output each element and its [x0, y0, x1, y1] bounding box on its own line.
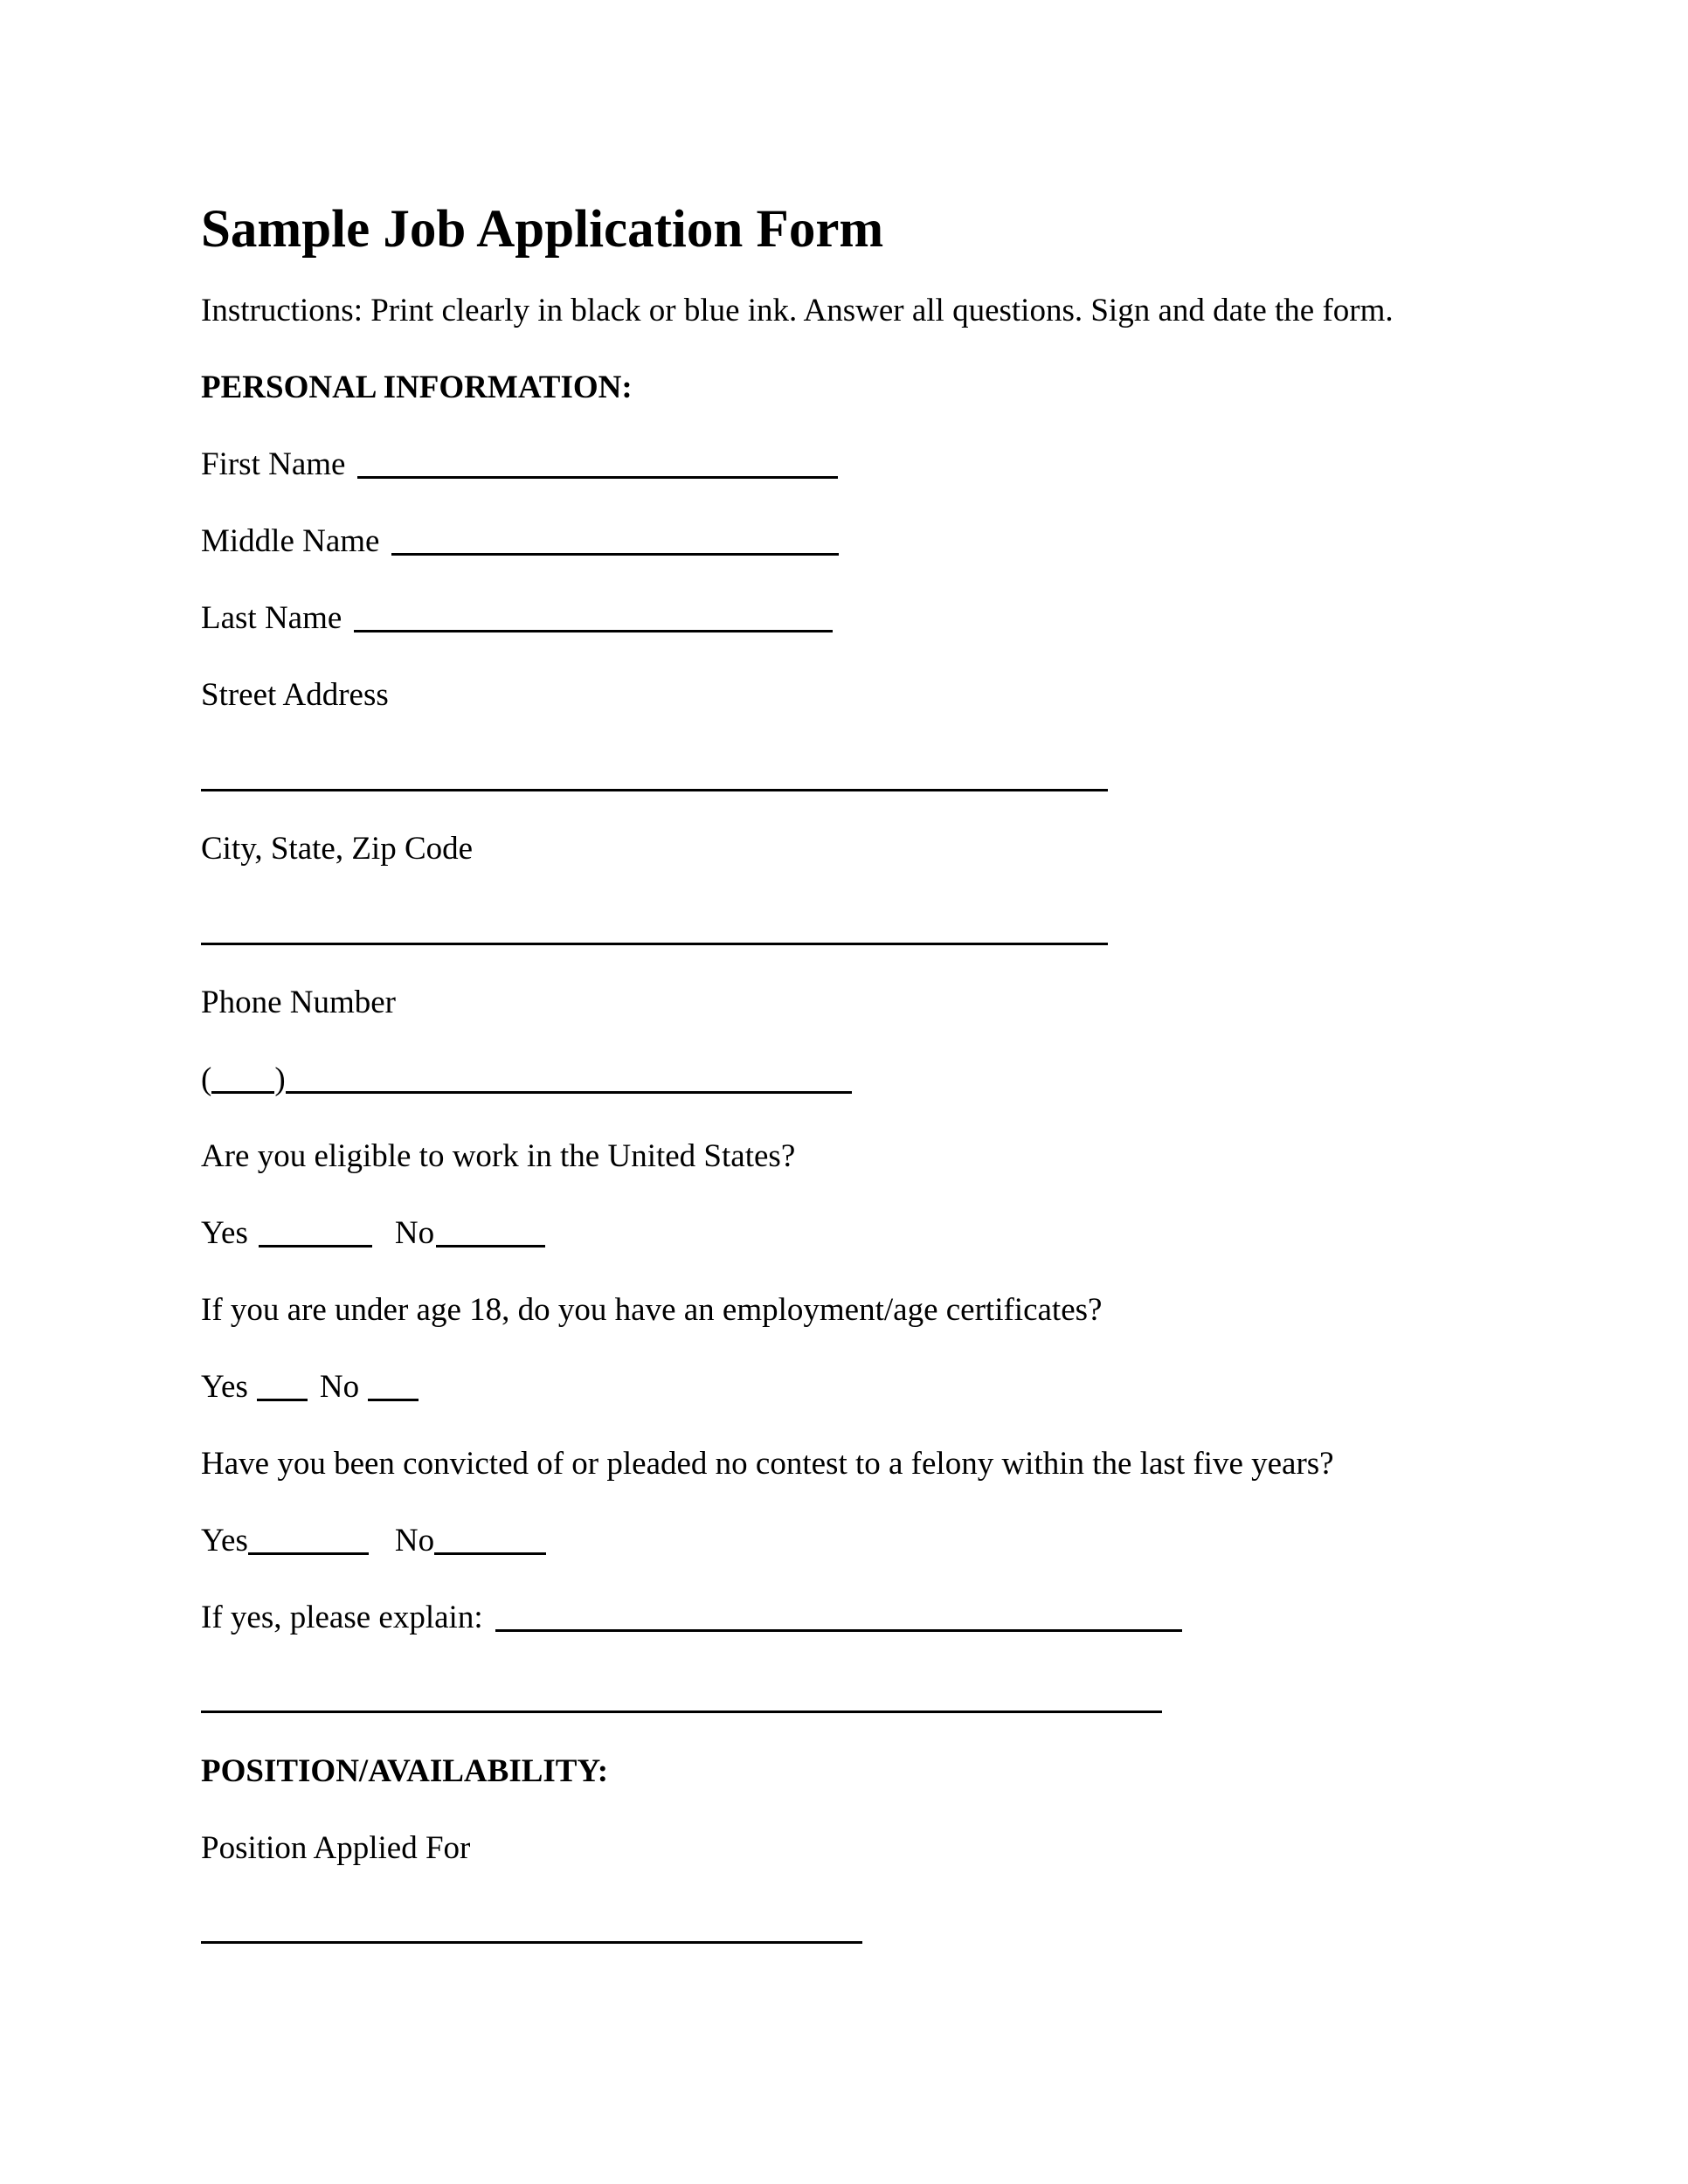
eligible-yes-label: Yes: [201, 1215, 248, 1251]
position-availability-heading: POSITION/AVAILABILITY:: [201, 1753, 609, 1789]
personal-information-heading: PERSONAL INFORMATION:: [201, 370, 633, 405]
phone-number-label: Phone Number: [201, 985, 396, 1020]
phone-number-blank: [286, 1089, 852, 1094]
middle-name-blank: [391, 551, 839, 556]
page-title: Sample Job Application Form: [201, 200, 884, 259]
under-18-yes-blank: [257, 1397, 308, 1401]
city-state-zip-blank: [201, 943, 1108, 945]
phone-area-code-blank: [211, 1089, 274, 1094]
phone-open-paren: (: [201, 1061, 212, 1097]
last-name-label: Last Name: [201, 600, 342, 636]
last-name-blank: [354, 628, 833, 632]
under-18-no-label: No: [319, 1369, 360, 1405]
felony-no-label: No: [394, 1523, 435, 1559]
felony-yes-label: Yes: [201, 1523, 248, 1559]
phone-close-paren: ): [274, 1061, 286, 1097]
explain-blank-line-2: [201, 1711, 1162, 1713]
eligible-yes-no-row: [201, 1215, 545, 1253]
eligible-question: Are you eligible to work in the United States?: [201, 1138, 796, 1174]
position-applied-for-label: Position Applied For: [201, 1830, 471, 1866]
first-name-blank: [357, 474, 838, 479]
under-18-question: If you are under age 18, do you have an employment/age certificates?: [201, 1292, 1103, 1328]
felony-yes-blank: [248, 1551, 369, 1555]
eligible-no-blank: [436, 1243, 545, 1248]
eligible-yes-blank: [259, 1243, 372, 1248]
felony-question: Have you been convicted of or pleaded no contest to a felony within the last five years?: [201, 1446, 1334, 1482]
middle-name-label: Middle Name: [201, 523, 380, 559]
middle-name-row: [201, 523, 839, 561]
explain-label: If yes, please explain:: [201, 1600, 483, 1635]
last-name-row: [201, 600, 833, 638]
felony-no-blank: [434, 1551, 546, 1555]
first-name-row: [201, 446, 838, 484]
first-name-label: First Name: [201, 446, 346, 482]
street-address-label: Street Address: [201, 677, 389, 713]
felony-yes-no-row: [201, 1523, 546, 1560]
city-state-zip-label: City, State, Zip Code: [201, 831, 474, 867]
explain-row: [201, 1600, 1182, 1637]
phone-number-row: [201, 1061, 852, 1099]
position-applied-for-blank: [201, 1941, 862, 1944]
eligible-no-label: No: [394, 1215, 435, 1251]
street-address-blank: [201, 789, 1108, 791]
under-18-no-blank: [368, 1397, 419, 1401]
under-18-yes-label: Yes: [201, 1369, 248, 1405]
instructions-text: Instructions: Print clearly in black or blue ink. Answer all questions. Sign and date the form.: [201, 293, 1394, 328]
explain-blank-line-1: [495, 1628, 1182, 1632]
under-18-yes-no-row: [201, 1369, 419, 1406]
